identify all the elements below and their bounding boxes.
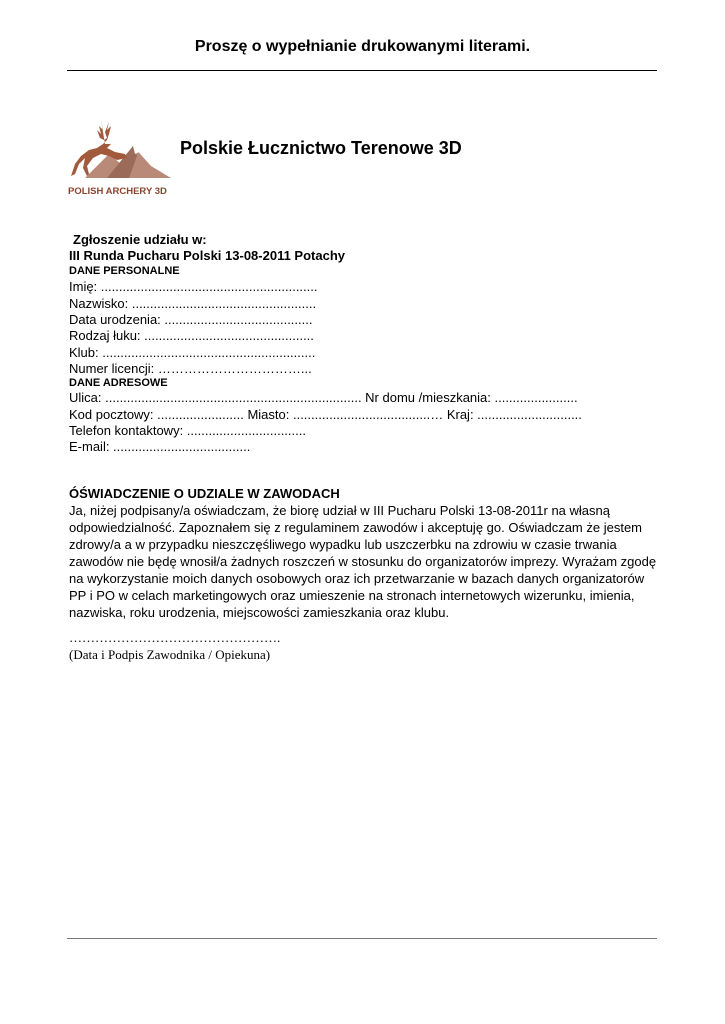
birth-date-field[interactable]: Data urodzenia: ......................................... bbox=[69, 312, 313, 327]
postal-city-country-field[interactable]: Kod pocztowy: ........................ Miasto: ......................................… Kraj: ............................. bbox=[69, 407, 582, 422]
svg-text:POLISH ARCHERY 3D: POLISH ARCHERY 3D bbox=[68, 186, 167, 197]
polish-archery-3d-logo bbox=[67, 116, 173, 200]
personal-data-heading: DANE PERSONALNE bbox=[69, 265, 180, 277]
header-note: Proszę o wypełnianie drukowanymi literami. bbox=[194, 38, 531, 55]
bow-type-field[interactable]: Rodzaj łuku: ............................................... bbox=[69, 328, 314, 343]
organization-title: Polskie Łucznictwo Terenowe 3D bbox=[180, 138, 462, 158]
signature-line[interactable]: …………………………………………. bbox=[69, 630, 281, 645]
top-divider bbox=[67, 70, 657, 71]
declaration-body: Ja, niżej podpisany/a oświadczam, że biorę udział w III Pucharu Polski 13-08-2011r na własną odpowiedzialność. Zapoznałem się z regulaminem zawodów i akceptuję go. Oświadczam że jestem zdrowy/a a w przypadku nieszczęśliwego wypadku lub uszczerbku na zdrowiu w czasie trwania zawodów nie będę wnosił/a żadnych roszczeń w stosunku do organizatorów imprezy. Wyrażam zgodę na wykorzystanie moich danych osobowych oraz ich przetwarzanie w bazach danych organizatorów PP i PO w celach marketingowych oraz umieszenie na stronach internetowych wizerunku, imienia, nazwiska, roku urodzenia, miejscowości zamieszkania oraz klubu. bbox=[69, 503, 657, 620]
club-field[interactable]: Klub: ........................................................... bbox=[69, 345, 316, 360]
last-name-field[interactable]: Nazwisko: ................................................... bbox=[69, 296, 317, 311]
bottom-divider bbox=[67, 938, 657, 939]
license-number-field[interactable]: Numer licencji: ……………………………... bbox=[69, 361, 312, 376]
phone-field[interactable]: Telefon kontaktowy: ................................. bbox=[69, 423, 306, 438]
street-field[interactable]: Ulica: ....................................................................... Nr domu /mieszkania: ....................... bbox=[69, 390, 578, 405]
signature-label: (Data i Podpis Zawodnika / Opiekuna) bbox=[69, 647, 271, 662]
event-name: III Runda Pucharu Polski 13-08-2011 Potachy bbox=[69, 248, 345, 263]
deer-mountains-logo-icon bbox=[67, 116, 173, 200]
declaration-title: ÓŚWIADCZENIE O UDZIALE W ZAWODACH bbox=[69, 486, 340, 501]
address-data-heading: DANE ADRESOWE bbox=[69, 377, 168, 389]
email-field[interactable]: E-mail: ...................................... bbox=[69, 439, 251, 454]
first-name-field[interactable]: Imię: ............................................................ bbox=[69, 279, 318, 294]
application-intro: Zgłoszenie udziału w: bbox=[73, 232, 207, 247]
